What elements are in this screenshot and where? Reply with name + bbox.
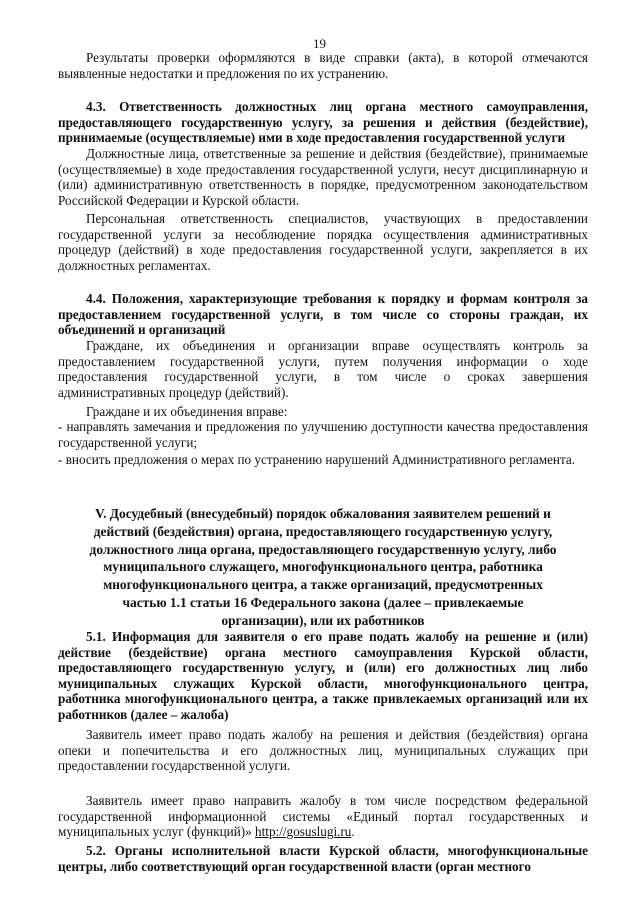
- heading-section-v: V. Досудебный (внесудебный) порядок обжалования заявителем решений и действий (бездействия) органа, предоставляющего государственную услугу, должностного лица органа, предоставляющего государственную услугу, либо муниципального служащего, многофункционального центра, работника многофункционального центра, а также организаций, предусмотренных частью 1.1 статьи 16 Федерального закона (далее – привлекаемые организации), или их работников: [89, 506, 557, 628]
- paragraph-5-1-2: [58, 793, 588, 840]
- page-number: 19: [313, 36, 326, 51]
- paragraph-5-1-2-text: Заявитель имеет право направить жалобу в том числе посредством федеральной государственной информационной системы «Единый портал государственных и муниципальных услуг (функций)»: [58, 793, 588, 840]
- paragraph-4-4-3: - направлять замечания и предложения по улучшению доступности качества предоставления государственной услуги;: [58, 419, 588, 450]
- paragraph-results: Результаты проверки оформляются в виде справки (акта), в которой отмечаются выявленные недостатки и предложения по их устранению.: [58, 50, 588, 81]
- paragraph-5-1-1: Заявитель имеет право подать жалобу на решения и действия (бездействия) органа опеки и попечительства и его должностных лиц, муниципальных служащих при предоставлении государственной услуги.: [58, 727, 588, 774]
- heading-5-2: 5.2. Органы исполнительной власти Курской области, многофункциональные центры, либо соответствующий орган государственной власти (орган местного: [58, 843, 588, 874]
- heading-4-4: 4.4. Положения, характеризующие требования к порядку и формам контроля за предоставлением государственной услуги, в том числе со стороны граждан, их объединений и организаций: [58, 291, 588, 338]
- paragraph-4-4-4: - вносить предложения о мерах по устранению нарушений Административного регламента.: [58, 452, 576, 467]
- paragraph-4-3-2: Персональная ответственность специалистов, участвующих в предоставлении государственной услуги за несоблюдение порядка осуществления административных процедур (действий) в ходе предоставления государственной услуги, закрепляется в их должностных регламентах.: [58, 211, 588, 273]
- paragraph-4-4-1: Граждане, их объединения и организации вправе осуществлять контроль за предоставлением государственной услуги, путем получения информации о ходе предоставления государственной услуги, в том числе о сроках завершения административных процедур (действий).: [58, 338, 588, 400]
- paragraph-4-4-2: Граждане и их объединения вправе:: [86, 404, 288, 419]
- paragraph-5-1-2-end: .: [351, 824, 355, 840]
- heading-4-3: 4.3. Ответственность должностных лиц органа местного самоуправления, предоставляющего государственную услугу, за решения и действия (бездействие), принимаемые (осуществляемые) ими в ходе предоставления государственной услуги: [58, 99, 588, 146]
- gosuslugi-link[interactable]: http://gosuslugi.ru: [255, 824, 352, 840]
- paragraph-4-3-1: Должностные лица, ответственные за решение и действия (бездействие), принимаемые (осуществляемые) в ходе предоставления государственной услуги, несут дисциплинарную и (или) административную ответственность в порядке, предусмотренном законодательством Российской Федерации и Курской области.: [58, 146, 588, 208]
- heading-5-1: 5.1. Информация для заявителя о его праве подать жалобу на решение и (или) действие (бездействие) органа местного самоуправления Курской области, предоставляющего государственную услугу, и (или) его должностных лиц либо муниципальных служащих Курской области, многофункционального центра, работника многофункционального центра, а также привлекаемых организаций или их работников (далее – жалоба): [58, 629, 588, 722]
